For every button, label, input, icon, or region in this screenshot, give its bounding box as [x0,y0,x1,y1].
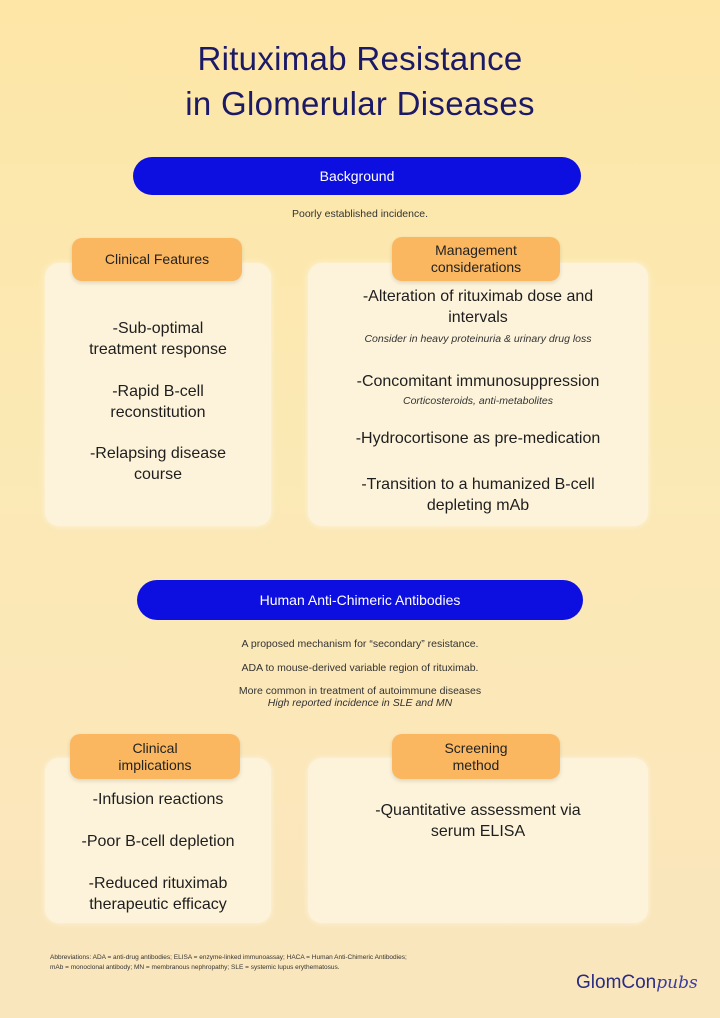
clinical-implication-item: -Reduced rituximab therapeutic efficacy [88,875,228,913]
clinical-implication-item: -Infusion reactions [92,791,224,808]
page-title [0,36,720,126]
clinical-features-tag: Clinical Features [72,238,242,281]
clinical-feature-item: -Relapsing disease course [89,445,227,483]
management-item: -Transition to a humanized B-cell depleting mAb [361,476,595,514]
management-item-note: Consider in heavy proteinuria & urinary drug loss [364,333,592,345]
haca-header: Human Anti-Chimeric Antibodies [137,580,583,620]
management-tag: Management considerations [392,237,560,281]
haca-text-1: A proposed mechanism for “secondary” resistance. [241,638,479,650]
title-line-2: in Glomerular Diseases [185,85,535,122]
clinical-implications-tag: Clinical implications [70,734,240,779]
haca-text-4: High reported incidence in SLE and MN [267,697,453,709]
haca-text-2: ADA to mouse-derived variable region of rituximab. [241,662,479,674]
glomcon-logo: GlomConpubs [576,972,698,993]
screening-item: -Quantitative assessment via serum ELISA [375,802,581,840]
management-item: -Hydrocortisone as pre-medication [355,430,601,447]
background-header: Background [133,157,581,195]
management-item: -Alteration of rituximab dose and intervals [362,288,594,326]
clinical-feature-item: -Sub-optimal treatment response [89,320,227,358]
management-item-note: Corticosteroids, anti-metabolites [403,395,553,407]
screening-tag: Screening method [392,734,560,779]
title-line-1: Rituximab Resistance [197,40,523,77]
haca-text-3: More common in treatment of autoimmune diseases [238,685,482,697]
abbreviations-footnote: Abbreviations: ADA = anti-drug antibodies; ELISA = enzyme-linked immunoassay; HACA = Human Anti-Chimeric Antibodies; mAb = monoclonal antibody; MN = membranous nephropathy; SLE = systemic lupus erythematosus. [50,954,407,971]
clinical-implication-item: -Poor B-cell depletion [81,833,235,850]
clinical-feature-item: -Rapid B-cell reconstitution [110,383,206,421]
background-text: Poorly established incidence. [292,208,428,220]
management-item: -Concomitant immunosuppression [356,373,600,390]
